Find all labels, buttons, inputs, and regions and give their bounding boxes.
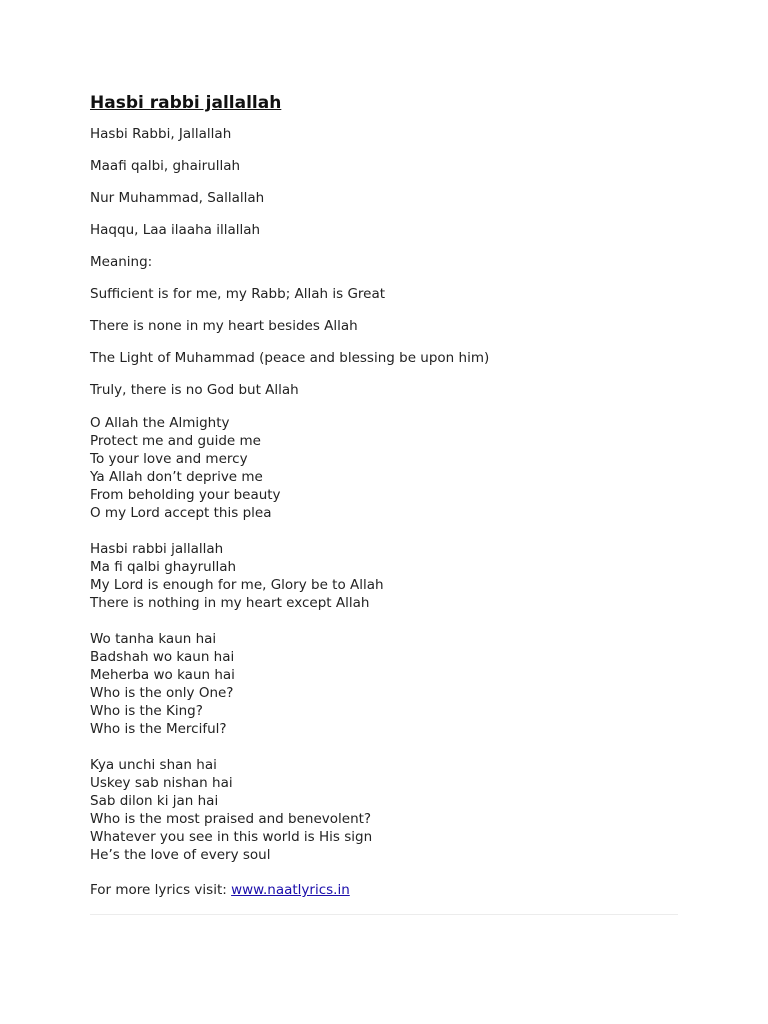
stanza <box>90 756 680 864</box>
lyric-line: To your love and mercy <box>90 451 248 467</box>
lyric-line: O Allah the Almighty <box>90 415 230 431</box>
meaning-line: Truly, there is no God but Allah <box>90 382 299 398</box>
intro-line: Nur Muhammad, Sallallah <box>90 190 265 206</box>
lyric-line: Badshah wo kaun hai <box>90 649 235 665</box>
footer-prefix: For more lyrics visit: <box>90 882 232 898</box>
intro-line: Maafi qalbi, ghairullah <box>90 158 241 174</box>
lyric-line: Sab dilon ki jan hai <box>90 793 219 809</box>
lyric-line: Protect me and guide me <box>90 433 261 449</box>
meaning-line: The Light of Muhammad (peace and blessing be upon him) <box>90 350 490 366</box>
lyric-line: Who is the most praised and benevolent? <box>90 811 372 827</box>
stanza <box>90 630 680 738</box>
lyric-line: Uskey sab nishan hai <box>90 775 233 791</box>
meaning-line: Sufficient is for me, my Rabb; Allah is Great <box>90 286 386 302</box>
page-title: Hasbi rabbi jallallah <box>90 93 282 113</box>
stanza <box>90 540 680 612</box>
lyric-line: Hasbi rabbi jallallah <box>90 541 224 557</box>
intro-line: Haqqu, Laa ilaaha illallah <box>90 222 261 238</box>
lyric-line: Meherba wo kaun hai <box>90 667 235 683</box>
lyric-line: He’s the love of every soul <box>90 847 271 863</box>
document-body <box>90 92 680 899</box>
lyric-line: Wo tanha kaun hai <box>90 631 217 647</box>
lyric-line: Who is the only One? <box>90 685 234 701</box>
lyric-line: From beholding your beauty <box>90 487 281 503</box>
lyric-line: Ya Allah don’t deprive me <box>90 469 263 485</box>
lyrics-site-link[interactable]: www.naatlyrics.in <box>231 882 350 898</box>
meaning-line: There is none in my heart besides Allah <box>90 318 358 334</box>
divider <box>90 914 678 915</box>
lyric-line: Who is the Merciful? <box>90 721 227 737</box>
lyric-line: Who is the King? <box>90 703 203 719</box>
lyric-line: Whatever you see in this world is His sign <box>90 829 373 845</box>
intro-line: Hasbi Rabbi, Jallallah <box>90 126 232 142</box>
meaning-heading: Meaning: <box>90 254 153 270</box>
lyric-line: Ma fi qalbi ghayrullah <box>90 559 237 575</box>
lyric-line: There is nothing in my heart except Allah <box>90 595 370 611</box>
stanza <box>90 414 680 522</box>
lyric-line: My Lord is enough for me, Glory be to Allah <box>90 577 384 593</box>
lyric-line: O my Lord accept this plea <box>90 505 272 521</box>
footer-note <box>90 881 680 899</box>
lyric-line: Kya unchi shan hai <box>90 757 217 773</box>
